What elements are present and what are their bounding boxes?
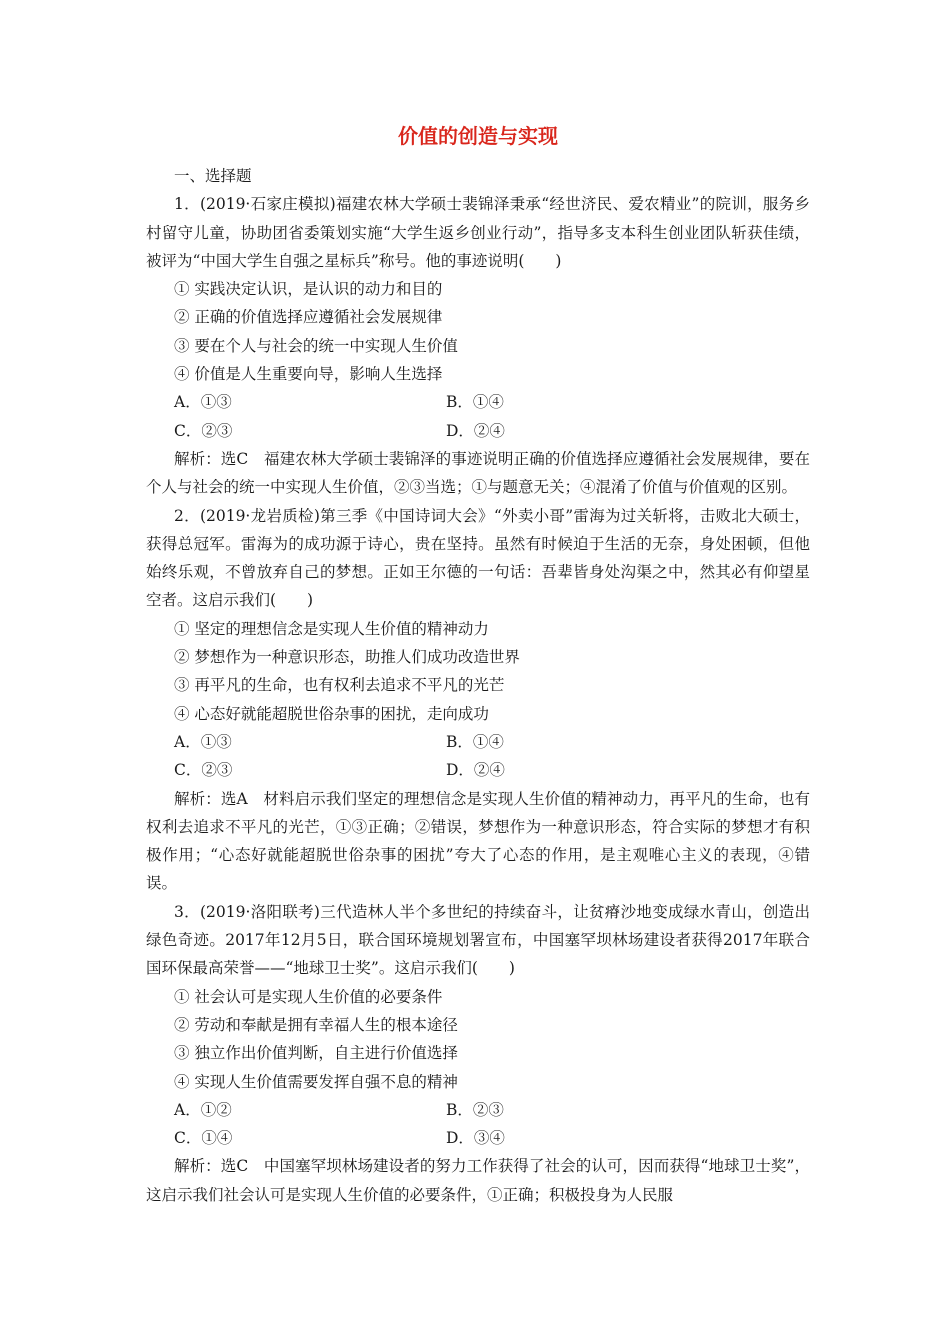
option-row	[146, 417, 810, 445]
statement-1: ① 坚定的理想信念是实现人生价值的精神动力	[174, 619, 489, 638]
question-1	[146, 190, 810, 501]
option-b: B．①④	[446, 732, 504, 751]
option-c: C．①④	[174, 1129, 233, 1148]
question-3	[146, 898, 810, 1209]
statement-3: ③ 要在个人与社会的统一中实现人生价值	[174, 336, 458, 355]
option-a: A．①③	[174, 732, 232, 751]
option-a: A．①②	[174, 1100, 232, 1119]
statement-1: ① 社会认可是实现人生价值的必要条件	[174, 987, 443, 1006]
option-b: B．①④	[446, 393, 504, 412]
section-heading: 一、选择题	[174, 167, 252, 185]
option-row	[146, 388, 810, 416]
option-row	[146, 1124, 810, 1152]
option-d: D．②④	[446, 421, 505, 440]
page-title: 价值的创造与实现	[398, 124, 558, 148]
option-d: D．②④	[446, 761, 505, 780]
statement-3: ③ 再平凡的生命，也有权利去追求不平凡的光芒	[174, 676, 505, 695]
analysis: 解析：选A 材料启示我们坚定的理想信念是实现人生价值的精神动力，再平凡的生命，也有权利去追求不平凡的光芒，①③正确；②错误，梦想作为一种意识形态，符合实际的梦想才有积极作用；“心态好就能超脱世俗杂事的困扰”夸大了心态的作用，是主观唯心主义的表现，④错误。	[146, 789, 810, 893]
document-page	[146, 118, 810, 1209]
option-d: D．③④	[446, 1129, 505, 1148]
statement-4: ④ 心态好就能超脱世俗杂事的困扰，走向成功	[174, 704, 489, 723]
statement-2: ② 正确的价值选择应遵循社会发展规律	[174, 308, 443, 327]
statement-1: ① 实践决定认识，是认识的动力和目的	[174, 280, 443, 299]
option-row	[146, 756, 810, 784]
option-row	[146, 728, 810, 756]
analysis: 解析：选C 福建农林大学硕士裴锦泽的事迹说明正确的价值选择应遵循社会发展规律，要在个人与社会的统一中实现人生价值，②③当选；①与题意无关；④混淆了价值与价值观的区别。	[146, 449, 810, 497]
question-stem: 3．(2019·洛阳联考)三代造林人半个多世纪的持续奋斗，让贫瘠沙地变成绿水青山，创造出绿色奇迹。2017年12月5日，联合国环境规划署宣布，中国塞罕坝林场建设者获得2017年联合国环保最高荣誉——“地球卫士奖”。这启示我们( )	[146, 902, 810, 978]
question-stem: 1．(2019·石家庄模拟)福建农林大学硕士裴锦泽秉承“经世济民、爱农精业”的院训，服务乡村留守儿童，协助团省委策划实施“大学生返乡创业行动”，指导多支本科生创业团队斩获佳绩，被评为“中国大学生自强之星标兵”称号。他的事迹说明( )	[146, 195, 810, 270]
question-2	[146, 502, 810, 898]
statement-2: ② 劳动和奉献是拥有幸福人生的根本途径	[174, 1015, 458, 1034]
option-c: C．②③	[174, 421, 233, 440]
option-a: A．①③	[174, 393, 232, 412]
option-row	[146, 1096, 810, 1124]
analysis: 解析：选C 中国塞罕坝林场建设者的努力工作获得了社会的认可，因而获得“地球卫士奖”，这启示我们社会认可是实现人生价值的必要条件，①正确；积极投身为人民服	[146, 1157, 810, 1204]
statement-4: ④ 实现人生价值需要发挥自强不息的精神	[174, 1072, 458, 1091]
option-b: B．②③	[446, 1100, 504, 1119]
question-stem: 2．(2019·龙岩质检)第三季《中国诗词大会》“外卖小哥”雷海为过关斩将，击败北大硕士，获得总冠军。雷海为的成功源于诗心，贵在坚持。虽然有时候迫于生活的无奈，身处困顿，但他始终乐观，不曾放弃自己的梦想。正如王尔德的一句话：吾辈皆身处沟渠之中，然其必有仰望星空者。这启示我们( )	[146, 506, 810, 610]
option-c: C．②③	[174, 761, 233, 780]
statement-4: ④ 价值是人生重要向导，影响人生选择	[174, 365, 443, 384]
statement-2: ② 梦想作为一种意识形态，助推人们成功改造世界	[174, 648, 520, 667]
statement-3: ③ 独立作出价值判断，自主进行价值选择	[174, 1044, 458, 1063]
